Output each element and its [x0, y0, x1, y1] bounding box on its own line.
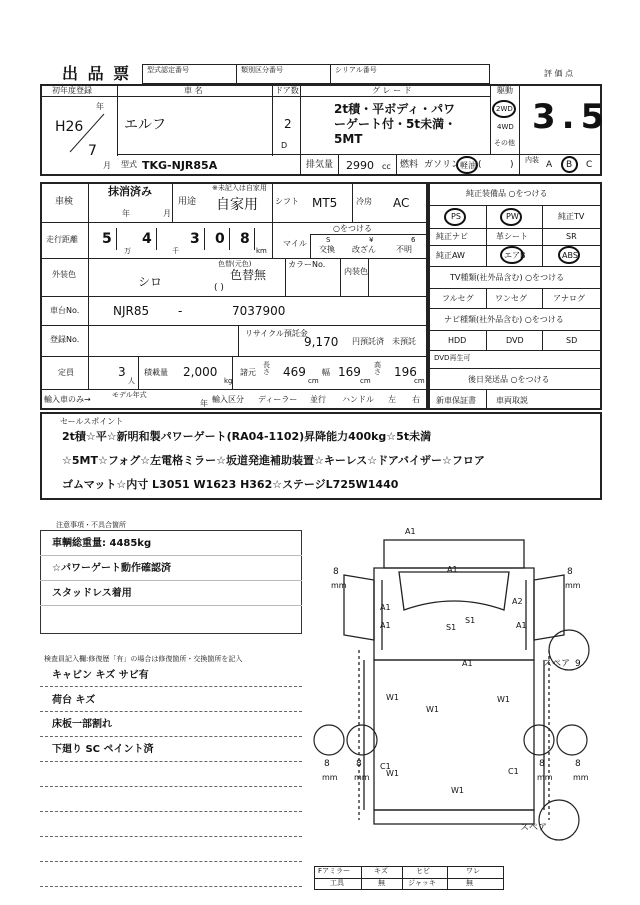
- insp-year: 年: [122, 209, 130, 218]
- rear-gate: [374, 810, 534, 824]
- sales-line-2: ☆5MT☆フォグ☆左電格ミラー☆坂道発進補助装置☆キーレス☆ドアバイザー☆フロア: [62, 454, 485, 467]
- inspector-line-4: 下廻り SC ペイント済: [52, 744, 154, 755]
- fuel-paren-open: (: [478, 160, 482, 170]
- damage-mark: C1: [380, 762, 391, 771]
- tread-depth: 8: [575, 759, 581, 769]
- equip-abs[interactable]: ABS: [562, 251, 578, 260]
- tread-depth: 8: [539, 759, 545, 769]
- footer-jack: ジャッキ: [408, 879, 436, 887]
- capacity: 3: [118, 365, 126, 379]
- note-line-2: ☆パワーゲート動作確認済: [52, 563, 171, 574]
- tv-oneseg[interactable]: ワンセグ: [495, 294, 527, 303]
- after-manual[interactable]: 車両取説: [496, 396, 528, 405]
- interior-selected-mark: [561, 156, 578, 173]
- load: 2,000: [183, 365, 218, 379]
- fuel-selected-mark: [456, 156, 478, 174]
- tread-unit: mm: [354, 773, 370, 782]
- note-line-1: 車輌総重量: 4485kg: [52, 538, 152, 549]
- drive-4wd[interactable]: 4WD: [497, 123, 514, 131]
- tread-depth: 8: [356, 759, 362, 769]
- meter-top-2: 6: [411, 236, 416, 244]
- mileage-unit: km: [256, 247, 267, 255]
- damage-mark: C1: [508, 767, 519, 776]
- navi-sd[interactable]: SD: [566, 336, 578, 345]
- tread-unit: mm: [537, 773, 553, 782]
- tread-depth: 8: [567, 567, 573, 577]
- inspection-label: 車検: [55, 197, 74, 207]
- shift-value: MT5: [312, 196, 338, 210]
- chassis-number: 7037900: [232, 304, 286, 318]
- damage-mark: S1: [465, 616, 476, 625]
- chassis-label: 車台No.: [50, 306, 80, 315]
- equip-aw[interactable]: 純正AW: [436, 251, 465, 260]
- navi-title: ナビ種類(社外品含む) ○をつける: [444, 315, 564, 324]
- drive-2wd[interactable]: 2WD: [496, 105, 513, 113]
- serial-label: シリアル番号: [335, 66, 377, 74]
- inspection-value: 抹消済み: [108, 185, 152, 198]
- recycle-unit: 円預託済: [352, 337, 384, 346]
- navi-dvd[interactable]: DVD: [506, 336, 524, 345]
- equip-abs-mark: [558, 246, 580, 264]
- tv-fullseg[interactable]: フルセグ: [442, 294, 474, 303]
- interior-label: 内装: [525, 156, 539, 164]
- note-line-3: スタッドレス着用: [52, 588, 132, 599]
- usage-value: 自家用: [216, 197, 258, 213]
- usage-label: 用途: [178, 197, 197, 207]
- cab-roof: [384, 540, 524, 568]
- recycle-amount: 9,170: [304, 335, 339, 349]
- auction-score: 3.5: [532, 97, 611, 137]
- mile-label: マイル: [283, 239, 307, 248]
- wheel-fl2: [347, 725, 377, 755]
- cab-body: [374, 565, 534, 660]
- damage-mark: S1: [446, 623, 457, 632]
- left-door: [344, 575, 374, 640]
- meter-header: ○をつける: [333, 224, 372, 233]
- spare-label-1: スペア: [543, 659, 571, 669]
- usage-note: ※未記入は自家用: [212, 184, 267, 192]
- mileage-digits: [96, 226, 272, 256]
- fuel-diesel[interactable]: 軽油: [460, 161, 476, 170]
- interior-a[interactable]: A: [546, 160, 553, 170]
- drive-other[interactable]: その他: [494, 139, 515, 147]
- footer-tools: 工具: [330, 879, 344, 887]
- damage-mark: A1: [462, 659, 473, 668]
- dvd-play[interactable]: DVD再生可: [434, 354, 471, 362]
- import-parallel[interactable]: 並行: [310, 395, 326, 404]
- tread-unit: mm: [573, 773, 589, 782]
- damage-mark: A1: [447, 565, 458, 574]
- equipment-title: 純正装備品 ○をつける: [466, 189, 548, 198]
- inspector-line-3: 床板一部割れ: [52, 719, 112, 730]
- meter-opt-unknown[interactable]: 不明: [396, 245, 412, 254]
- equip-airbag[interactable]: エアB: [504, 251, 526, 260]
- chassis-prefix: NJR85: [113, 304, 150, 318]
- dim-length: 469: [283, 365, 306, 379]
- month-mark: 月: [103, 161, 111, 170]
- load-label: 積載量: [144, 368, 168, 377]
- equip-airbag-mark: [500, 246, 524, 264]
- sales-point-label: セールスポイント: [60, 417, 124, 426]
- dim-height: 196: [394, 365, 417, 379]
- car-name-label: 車 名: [184, 86, 203, 95]
- mileage-unit: 万: [124, 247, 131, 255]
- color-paren: ( ): [214, 283, 224, 293]
- equip-sr[interactable]: SR: [566, 232, 577, 241]
- mileage-digit: 5: [102, 231, 112, 247]
- wheel-fl: [314, 725, 344, 755]
- grade-line-3: 5MT: [334, 132, 363, 146]
- interior-b[interactable]: B: [566, 160, 573, 170]
- sales-line-1: 2t積☆平☆新明和製パワーゲート(RA04-1102)昇降能力400kg☆5t未満: [62, 430, 432, 443]
- tv-title: TV種類(社外品含む) ○をつける: [450, 273, 565, 282]
- footer-h3: ワレ: [466, 867, 480, 875]
- form-title: 出 品 票: [62, 64, 132, 83]
- displacement: 2990: [346, 159, 374, 172]
- tread-unit: mm: [331, 581, 347, 590]
- fuel-paren-close: ): [510, 160, 514, 170]
- score-header: 評 価 点: [544, 69, 574, 78]
- capacity-label: 定員: [58, 368, 74, 377]
- damage-mark: A1: [380, 603, 391, 612]
- notes-label: 注意事項・不具合箇所: [56, 521, 126, 529]
- height-unit: cm: [414, 377, 425, 385]
- cooling-label: 冷房: [356, 197, 372, 206]
- fuel-label: 燃料: [400, 160, 419, 170]
- height-label: 高さ: [374, 361, 381, 376]
- damage-mark: W1: [451, 786, 464, 795]
- mileage-digit: 8: [240, 231, 250, 247]
- inspector-line-2: 荷台 キズ: [52, 695, 96, 706]
- navi-hdd[interactable]: HDD: [448, 336, 467, 345]
- year-mark: 年: [96, 102, 104, 111]
- grade-label: グ レ ー ド: [372, 86, 412, 95]
- damage-mark: W1: [386, 769, 399, 778]
- model-year-label: モデル年式: [112, 391, 147, 399]
- footer-tools-val: 無: [378, 879, 385, 887]
- meter-top-1: ¥: [369, 236, 374, 244]
- displacement-label: 排気量: [306, 160, 334, 170]
- damage-mark: A1: [516, 621, 527, 630]
- footer-h0: Fアミラー: [318, 867, 351, 875]
- dim-width: 169: [338, 365, 361, 379]
- door-suffix: D: [281, 141, 288, 150]
- equip-tv[interactable]: 純正TV: [558, 212, 585, 221]
- equip-ps[interactable]: PS: [451, 212, 461, 221]
- grade-line-2: ーゲート付・5t未満・: [334, 117, 457, 131]
- width-label: 幅: [322, 368, 330, 377]
- equip-pw-mark: [500, 208, 522, 226]
- color-change: 色替無: [230, 268, 267, 282]
- capacity-unit: 人: [128, 377, 135, 385]
- mileage-digit: 0: [215, 231, 225, 247]
- header-code-box: [142, 64, 490, 84]
- reg-no-label: 登録No.: [50, 335, 80, 344]
- model-label: 型式: [121, 160, 137, 169]
- exterior-color: シロ: [138, 275, 163, 289]
- tread-unit: mm: [565, 581, 581, 590]
- wheel-fr2: [557, 725, 587, 755]
- spare-tire-2: [539, 800, 579, 840]
- meter-opt-tampered[interactable]: 改ざん: [352, 245, 376, 254]
- after-warranty[interactable]: 新車保証書: [436, 396, 476, 405]
- footer-h1: キズ: [374, 867, 388, 875]
- import-label: 輸入車のみ→: [44, 395, 91, 404]
- spare-label-2: スペア: [520, 823, 548, 833]
- damage-mark: W1: [426, 705, 439, 714]
- tread-unit: mm: [322, 773, 338, 782]
- equip-leather[interactable]: 革シート: [496, 232, 528, 241]
- handle-label: ハンドル: [342, 395, 374, 404]
- shift-label: シフト: [275, 197, 299, 206]
- doors-label: ドア数: [275, 86, 299, 95]
- footer-h2: ヒビ: [416, 867, 430, 875]
- drive-selected-mark: [492, 100, 516, 118]
- spare-value: 9: [575, 659, 581, 669]
- len-label: 長さ: [263, 361, 270, 376]
- handle-right[interactable]: 右: [412, 395, 420, 404]
- inspector-line-1: キャビン キズ サビ有: [52, 670, 149, 681]
- len-unit: cm: [308, 377, 319, 385]
- recycle-status: 未預託: [392, 337, 416, 346]
- sales-line-3: ゴムマット☆内寸 L3051 W1623 H362☆ステージL725W1440: [62, 478, 399, 491]
- damage-mark: A2: [512, 597, 523, 606]
- tv-analog[interactable]: アナログ: [553, 294, 585, 303]
- tread-depth: 8: [324, 759, 330, 769]
- car-name: エルフ: [124, 117, 166, 133]
- width-unit: cm: [360, 377, 371, 385]
- interior-color-label: 内装色: [344, 267, 368, 276]
- model-code: TKG-NJR85A: [142, 159, 218, 172]
- insp-month: 月: [163, 209, 171, 218]
- windshield: [399, 572, 509, 610]
- interior-c[interactable]: C: [586, 160, 593, 170]
- door-count: 2: [284, 117, 292, 131]
- displacement-unit: cc: [382, 162, 391, 171]
- color-code-label: 色替(元色): [218, 260, 252, 268]
- mileage-unit: 千: [172, 247, 179, 255]
- damage-mark: W1: [386, 693, 399, 702]
- damage-mark: A1: [405, 527, 416, 536]
- import-type-label: 輸入区分: [212, 395, 244, 404]
- footer-jack-val: 無: [466, 879, 473, 887]
- fuel-gasoline[interactable]: ガソリン: [424, 160, 461, 170]
- inspector-label: 検査員記入欄:修復歴「有」の場合は修復箇所・交換箇所を記入: [44, 655, 243, 663]
- grade-line-1: 2t積・平ボディ・パワ: [334, 102, 456, 116]
- first-reg-month: 7: [88, 143, 97, 159]
- category-label: 類別区分番号: [241, 66, 283, 74]
- chassis-dash: -: [178, 304, 183, 318]
- cooling-value: AC: [393, 196, 410, 210]
- mileage-digit: 3: [190, 231, 200, 247]
- first-reg-year: H26: [55, 119, 84, 135]
- meter-top-0: S: [326, 236, 331, 244]
- first-reg-label: 初年度登録: [52, 86, 92, 95]
- equip-ps-mark: [444, 208, 466, 226]
- drive-label: 駆動: [497, 86, 513, 95]
- damage-mark: A1: [380, 621, 391, 630]
- exterior-label: 外装色: [52, 270, 76, 279]
- recycle-label: リサイクル預託金: [245, 329, 308, 338]
- model-year-unit: 年: [200, 399, 208, 408]
- dims-label: 諸元: [240, 368, 256, 377]
- meter-opt-exchange[interactable]: 交換: [319, 245, 335, 254]
- color-no-label: カラーNo.: [288, 260, 326, 269]
- equip-pw[interactable]: PW: [506, 212, 519, 221]
- handle-left[interactable]: 左: [388, 395, 396, 404]
- type-cert-label: 型式認定番号: [147, 66, 189, 74]
- right-door: [534, 575, 564, 640]
- mileage-label: 走行距離: [46, 235, 78, 244]
- mileage-digit: 4: [142, 231, 152, 247]
- damage-mark: W1: [497, 695, 510, 704]
- import-dealer[interactable]: ディーラー: [258, 395, 298, 404]
- aftermarket-title: 後日発送品 ○をつける: [468, 375, 550, 384]
- load-unit: kg: [224, 377, 233, 385]
- equip-navi[interactable]: 純正ナビ: [436, 232, 468, 241]
- tread-depth: 8: [333, 567, 339, 577]
